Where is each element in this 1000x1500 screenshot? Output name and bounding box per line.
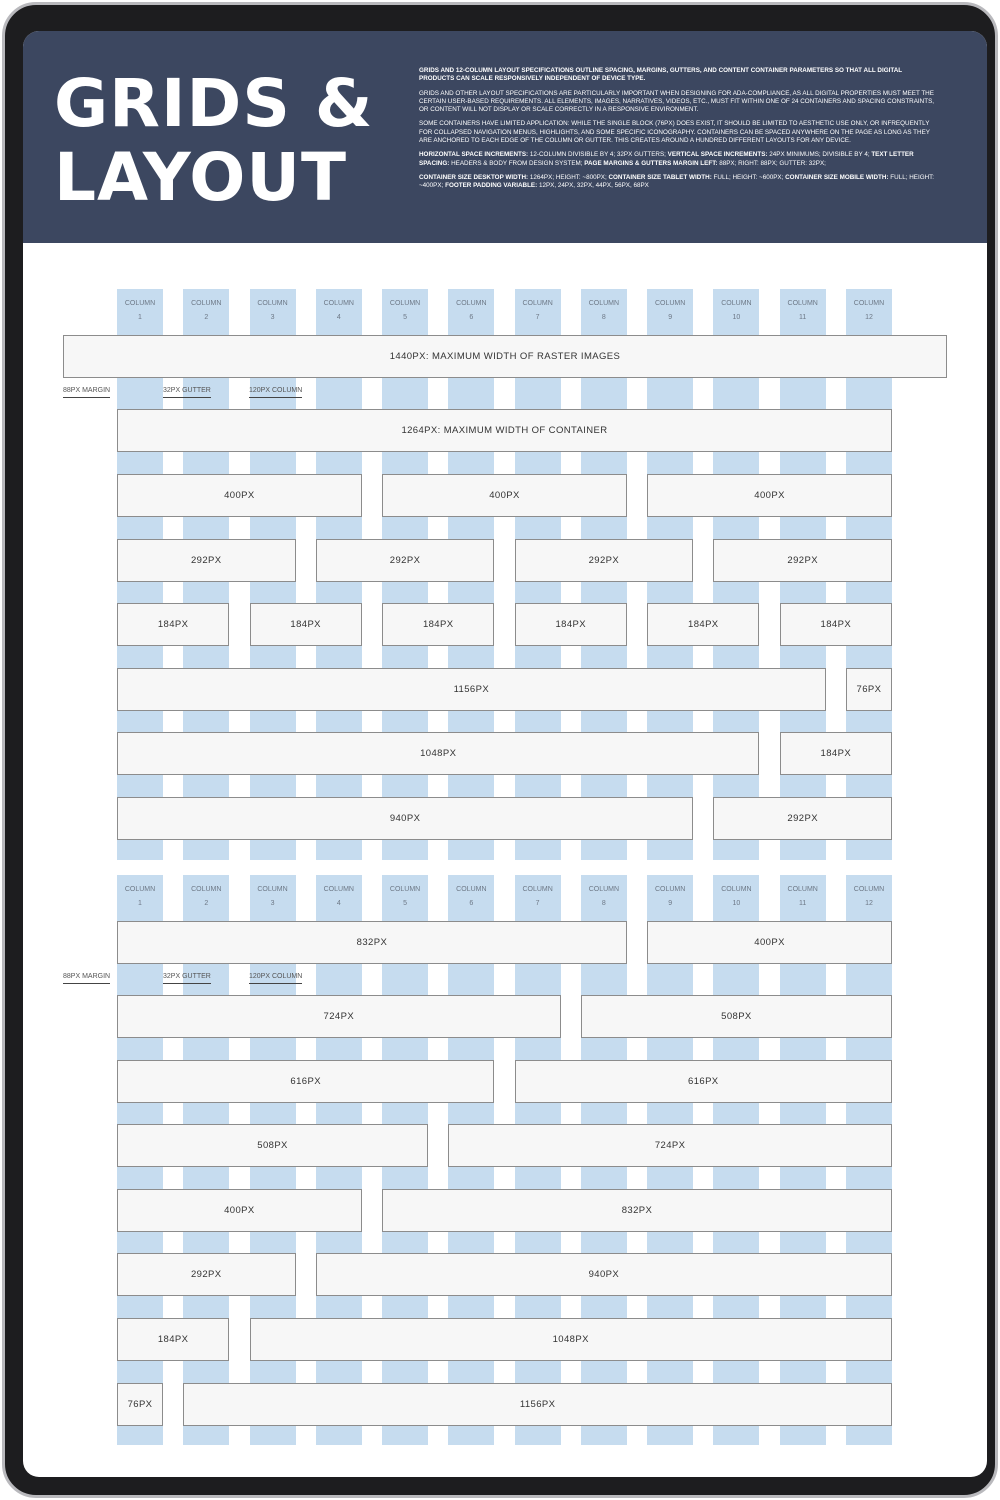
container-box: 940PX xyxy=(316,1253,892,1296)
column-label-number: 7 xyxy=(535,314,540,321)
column-label-word: COLUMN xyxy=(389,300,421,307)
page-title xyxy=(54,67,373,215)
column-label-number: 9 xyxy=(668,314,673,321)
container-box: 292PX xyxy=(713,797,892,840)
container-box: 400PX xyxy=(382,474,627,517)
column-label-number: 6 xyxy=(469,314,474,321)
column-label-word: COLUMN xyxy=(787,886,818,893)
container-box: 184PX xyxy=(117,603,229,646)
desc-containers: SOME CONTAINERS HAVE LIMITED APPLICATION: WHILE THE SINGLE BLOCK (76PX) DOES EXIST, IT SHOULD BE LIMITED TO AESTHETIC USE ONLY, OR INFREQUENTLY FOR COLLAPSED NAVIGATION MENUS, HIGHLIGHTS, AND SOME SPECIFIC ICONOGRAPHY. CONTAINERS CAN BE SPACED ANYWHERE ON THE PAGE AS LONG AS THEY ARE ANCHORED TO EACH EDGE OF THE COLUMN OR GUTTER. THIS CREATES AROUND A HUNDRED DIFFERENT LAYOUTS FOR ANY DEVICE. xyxy=(419,120,930,145)
container-box: 508PX xyxy=(117,1124,428,1167)
column-label-word: COLUMN xyxy=(654,300,686,307)
column-label-number: 1 xyxy=(138,900,142,907)
desc-ada: GRIDS AND OTHER LAYOUT SPECIFICATIONS ARE PARTICULARLY IMPORTANT WHEN DESIGNING FOR ADA-COMPLIANCE, AS ALL DIGITAL PROPERTIES MUST MEET THE CERTAIN USER-BASED REQUIREMENTS. ALL ELEMENTS, IMAGES, NARRATIVES, VIDEOS, ETC., MUST FIT WITHIN ONE OF 24 CONTAINERS AND SPACING CONSTRAINTS, OR CONTENT WILL NOT DISPLAY OR SCALE CORRECTLY IN A RESPONSIVE ENVIRONMENT. xyxy=(419,89,935,114)
column-label-number: 4 xyxy=(336,314,341,321)
header-banner xyxy=(23,31,987,243)
column-label-word: COLUMN xyxy=(124,886,156,893)
column-label-number: 6 xyxy=(469,900,474,907)
column-label-word: COLUMN xyxy=(323,300,354,307)
spec-value: FULL; HEIGHT: ~600PX; xyxy=(711,173,786,181)
container-box: 940PX xyxy=(117,797,693,840)
column-label-word: COLUMN xyxy=(654,886,686,893)
column-label-word: COLUMN xyxy=(853,300,885,307)
container-box: 832PX xyxy=(117,921,627,964)
spacing-note: 32PX GUTTER xyxy=(163,973,211,984)
spacing-note: 32PX GUTTER xyxy=(163,387,211,398)
title-line-2: LAYOUT xyxy=(54,139,347,216)
column-label-word: COLUMN xyxy=(124,300,156,307)
container-box: 184PX xyxy=(250,603,362,646)
spec-key: CONTAINER SIZE TABLET WIDTH: xyxy=(608,173,712,181)
container-box: 1048PX xyxy=(250,1318,892,1361)
container-box: 184PX xyxy=(382,603,494,646)
column-label-number: 4 xyxy=(336,900,341,907)
spec-value: FULL; HEIGHT: ~400PX; xyxy=(419,173,935,190)
column-label-number: 3 xyxy=(270,314,275,321)
spec-key: TEXT LETTER SPACING: xyxy=(419,151,914,167)
container-box: 400PX xyxy=(117,1189,362,1232)
spec-value: 1264PX; HEIGHT: ~800PX; xyxy=(528,173,609,181)
spec-value: 88PX; RIGHT: 88PX; GUTTER: 32PX; xyxy=(717,159,826,167)
spacing-note: 120PX COLUMN xyxy=(249,973,302,984)
poster xyxy=(23,31,987,1477)
container-box: 832PX xyxy=(382,1189,892,1232)
container-box: 184PX xyxy=(515,603,627,646)
container-box: 184PX xyxy=(117,1318,229,1361)
container-box: 292PX xyxy=(713,539,892,582)
container-box: 292PX xyxy=(117,1253,296,1296)
column-label-word: COLUMN xyxy=(323,886,354,893)
container-box: 184PX xyxy=(780,732,892,775)
title-line-1: GRIDS & xyxy=(54,65,374,142)
spacing-note: 120PX COLUMN xyxy=(249,387,302,398)
column-label-word: COLUMN xyxy=(588,886,620,893)
container-box: 76PX xyxy=(846,668,892,711)
column-label-number: 5 xyxy=(403,314,408,321)
column-label-word: COLUMN xyxy=(588,300,620,307)
column-label-number: 8 xyxy=(601,314,606,321)
container-box: 616PX xyxy=(515,1060,892,1103)
desc-sizes xyxy=(419,174,939,191)
spec-key: HORIZONTAL SPACE INCREMENTS: xyxy=(419,151,529,159)
column-label-word: COLUMN xyxy=(522,886,553,893)
description xyxy=(419,67,939,197)
column-label-word: COLUMN xyxy=(522,300,553,307)
spec-value: 12-COLUMN DIVISIBLE BY 4; 32PX GUTTERS; xyxy=(528,151,668,159)
raster-max-width-box: 1440PX: MAXIMUM WIDTH OF RASTER IMAGES xyxy=(63,335,947,378)
column-label-word: COLUMN xyxy=(787,300,818,307)
container-box: 400PX xyxy=(647,474,892,517)
column-label-number: 1 xyxy=(138,314,142,321)
column-label-word: COLUMN xyxy=(853,886,885,893)
spacing-note: 88PX MARGIN xyxy=(63,973,110,984)
container-box: 1156PX xyxy=(183,1383,892,1426)
column-label-number: 3 xyxy=(270,900,275,907)
column-label-word: COLUMN xyxy=(721,300,752,307)
desc-intro xyxy=(419,67,939,84)
container-box: 508PX xyxy=(581,995,892,1038)
column-label-number: 10 xyxy=(732,900,741,907)
column-label-number: 12 xyxy=(865,900,873,907)
container-max-width-box: 1264PX: MAXIMUM WIDTH OF CONTAINER xyxy=(117,409,892,452)
container-box: 724PX xyxy=(117,995,561,1038)
container-box: 616PX xyxy=(117,1060,494,1103)
container-box: 400PX xyxy=(647,921,892,964)
column-label-word: COLUMN xyxy=(191,300,222,307)
spec-key: CONTAINER SIZE DESKTOP WIDTH: xyxy=(419,173,529,181)
spacing-note: 88PX MARGIN xyxy=(63,387,110,398)
column-label-word: COLUMN xyxy=(257,300,288,307)
container-box: 76PX xyxy=(117,1383,163,1426)
column-label-number: 8 xyxy=(601,900,606,907)
spec-value: 12PX, 24PX, 32PX, 44PX, 56PX, 68PX xyxy=(537,182,649,190)
spec-key: FOOTER PADDING VARIABLE: xyxy=(445,182,538,190)
device-frame xyxy=(2,2,998,1498)
spec-key: CONTAINER SIZE MOBILE WIDTH: xyxy=(785,173,889,181)
spec-key: PAGE MARGINS & GUTTERS MARGIN LEFT: xyxy=(584,159,718,167)
column-label-number: 9 xyxy=(668,900,673,907)
spec-value: HEADERS & BODY FROM DESIGN SYSTEM; xyxy=(449,159,585,167)
container-box: 292PX xyxy=(515,539,694,582)
column-label-number: 12 xyxy=(865,314,873,321)
column-label-word: COLUMN xyxy=(721,886,752,893)
column-label-number: 11 xyxy=(799,900,807,907)
container-box: 400PX xyxy=(117,474,362,517)
desc-intro-text: GRIDS AND 12-COLUMN LAYOUT SPECIFICATIONS OUTLINE SPACING, MARGINS, GUTTERS, AND CONTENT CONTAINER PARAMETERS SO THAT ALL DIGITAL PRODUCTS CAN SCALE RESPONSIVELY INDEPENDENT OF DEVICE TYPE. xyxy=(419,67,903,83)
spec-value: 24PX MINIMUMS; DIVISIBLE BY 4; xyxy=(767,151,872,159)
column-label-number: 10 xyxy=(732,314,741,321)
column-label-number: 5 xyxy=(403,900,408,907)
column-label-word: COLUMN xyxy=(456,300,487,307)
container-box: 292PX xyxy=(117,539,296,582)
column-label-word: COLUMN xyxy=(191,886,222,893)
container-box: 724PX xyxy=(448,1124,892,1167)
column-label-number: 2 xyxy=(204,900,209,907)
spec-key: VERTICAL SPACE INCREMENTS: xyxy=(667,151,768,159)
container-box: 184PX xyxy=(647,603,759,646)
container-box: 1048PX xyxy=(117,732,759,775)
column-label-word: COLUMN xyxy=(456,886,487,893)
container-box: 292PX xyxy=(316,539,495,582)
container-box: 1156PX xyxy=(117,668,826,711)
column-label-number: 11 xyxy=(799,314,807,321)
container-box: 184PX xyxy=(780,603,892,646)
column-label-number: 7 xyxy=(535,900,540,907)
column-label-word: COLUMN xyxy=(257,886,288,893)
column-label-number: 2 xyxy=(204,314,209,321)
desc-spacing xyxy=(419,151,939,168)
column-label-word: COLUMN xyxy=(389,886,421,893)
